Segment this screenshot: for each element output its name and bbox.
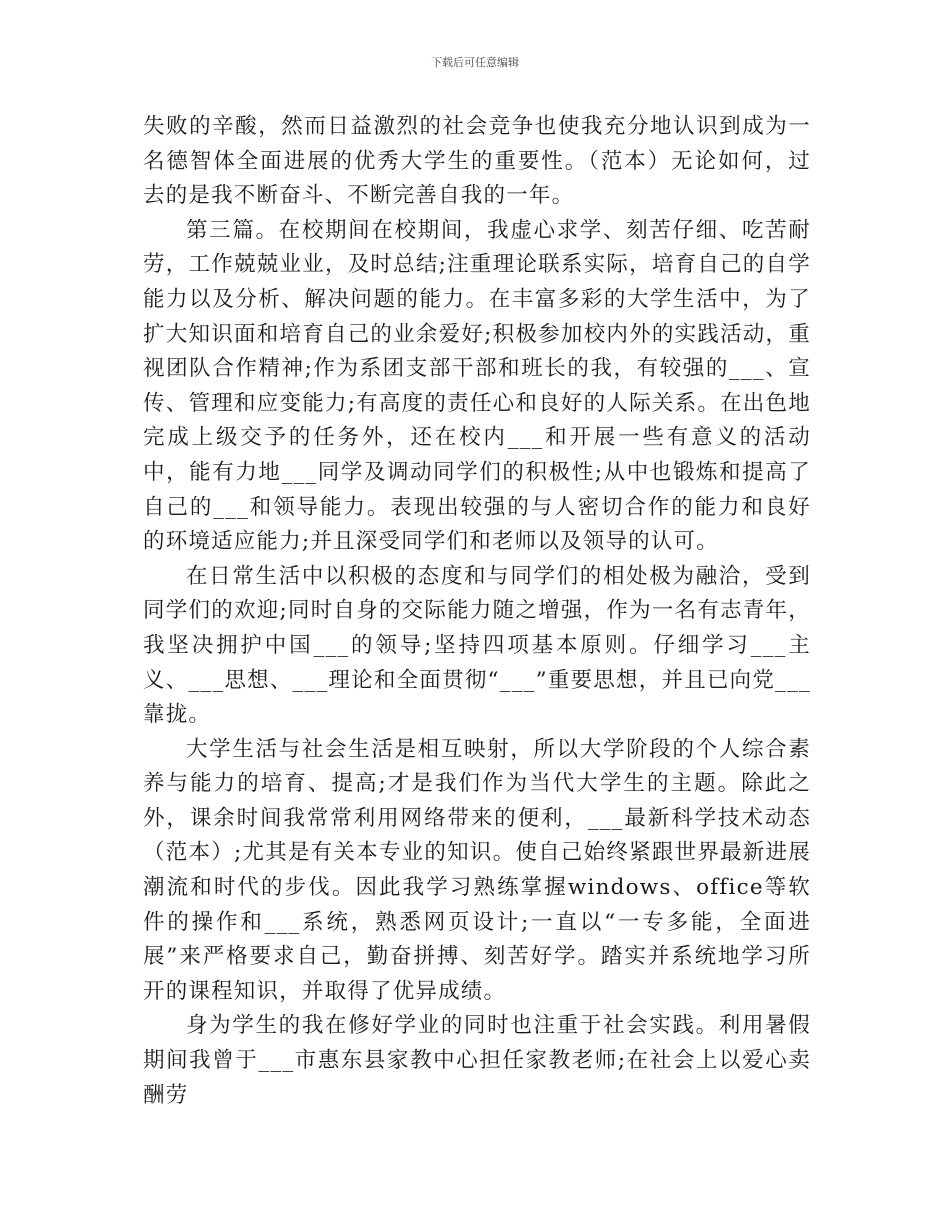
document-body <box>143 110 811 1113</box>
paragraph-4: 大学生活与社会生活是相互映射，所以大学阶段的个人综合素养与能力的培育、提高;才是我们作为当代大学生的主题。除此之外，课余时间我常常利用网络带来的便利，___最新科学技术动态（范本）;尤其是有关本专业的知识。使自己始终紧跟世界最新进展潮流和时代的步伐。因此我学习熟练掌握windows、office等软件的操作和___系统，熟悉网页设计;一直以“一专多能，全面进展”来严格要求自己，勤奋拼搏、刻苦好学。踏实并系统地学习所开的课程知识，并取得了优异成绩。 <box>143 736 811 1004</box>
page-header: 下载后可任意编辑 <box>431 56 519 69</box>
paragraph-1: 失败的辛酸，然而日益激烈的社会竞争也使我充分地认识到成为一名德智体全面进展的优秀大学生的重要性。（范本）无论如何，过去的是我不断奋斗、不断完善自我的一年。 <box>143 114 811 209</box>
paragraph-3: 在日常生活中以积极的态度和与同学们的相处极为融洽，受到同学们的欢迎;同时自身的交际能力随之增强，作为一名有志青年，我坚决拥护中国___的领导;坚持四项基本原则。仔细学习___主义、___思想、___理论和全面贯彻“___”重要思想，并且已向党___靠拢。 <box>143 563 811 728</box>
paragraph-2: 第三篇。在校期间在校期间，我虚心求学、刻苦仔细、吃苦耐劳，工作兢兢业业，及时总结;注重理论联系实际，培育自己的自学能力以及分析、解决问题的能力。在丰富多彩的大学生活中，为了扩大知识面和培育自己的业余爱好;积极参加校内外的实践活动，重视团队合作精神;作为系团支部干部和班长的我，有较强的___、宣传、管理和应变能力;有高度的责任心和良好的人际关系。在出色地完成上级交予的任务外，还在校内___和开展一些有意义的活动中，能有力地___同学及调动同学们的积极性;从中也锻炼和提高了自己的___和领导能力。表现出较强的与人密切合作的能力和良好的环境适应能力;并且深受同学们和老师以及领导的认可。 <box>143 217 811 555</box>
paragraph-5: 身为学生的我在修好学业的同时也注重于社会实践。利用暑假期间我曾于___市惠东县家教中心担任家教老师;在社会上以爱心卖酬劳 <box>143 1013 811 1108</box>
